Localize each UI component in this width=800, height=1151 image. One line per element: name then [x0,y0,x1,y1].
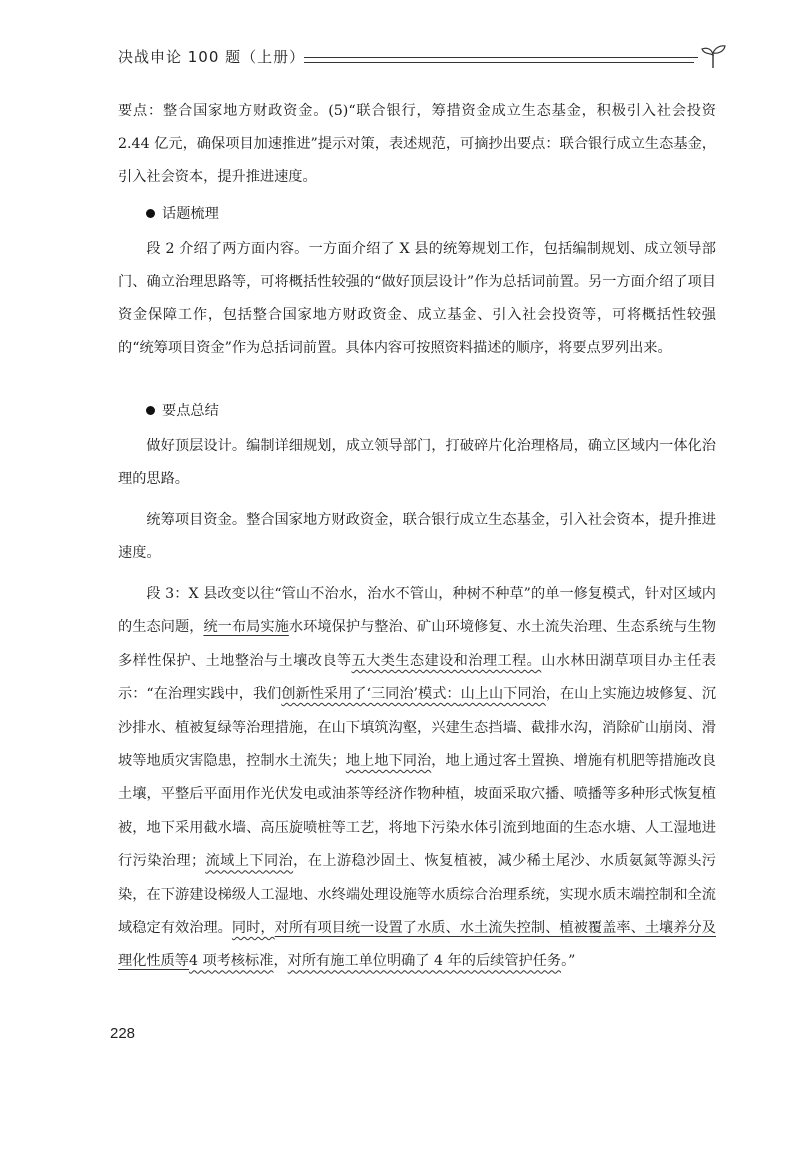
passage-text: 水环境保护与整治、矿山环境修复、水土流失治理、生态系统与生物多样性保护、土地整治与土壤改良等 [118,619,716,669]
passage-text: ，在山上实施边坡修复、沉沙排水、植被复绿等治理措施，在山下填筑沟壑，兴建生态挡墙、截排水沟，消除矿山崩岗、滑坡等地质灾害隐患，控制水土流失； [118,686,717,770]
page-number: 228 [110,1025,136,1042]
wavy-underlined-phrase: 同时， [231,920,275,937]
summary-paragraph-1: 做好顶层设计。编制详细规划，成立领导部门，打破碎片化治理格局，确立区域内一体化治理的思路。 [118,438,716,487]
wavy-underlined-phrase: 地上地下同治 [345,753,432,770]
wavy-underlined-phrase: 对所有施工单位明确了 4 年的后续管护任务 [287,953,562,970]
summary-heading-text: 要点总结 [162,403,219,419]
bullet-icon [146,406,155,415]
passage-text: ，在上游稳沙固土、恢复植被，减少稀土尾沙、水质氨氮等源头污染，在下游建设梯级人工湿地、水终端处理设施等水质综合治理系统，实现水质末端控制和全流域稳定有效治理。 [118,853,716,937]
header-rule-thin [304,62,694,63]
sprout-icon [698,40,728,70]
wavy-underlined-phrase: 4 项考核标准 [188,953,274,970]
passage-text: 山水林田湖草项目办主任表示：“在治理实践中，我们 [118,652,716,703]
summary-heading [146,395,219,428]
passage-text: 。” [561,953,576,970]
underlined-phrase: 对所有项目统一设置了水质、水土流失控制、植被覆盖率、土壤养分及理化性质等 [118,920,716,970]
passage-text: 段 3：X 县改变以往“管山不治水，治水不管山，种树不种草”的单一修复模式，针对区域内的生态问题， [118,586,716,636]
passage-text: ， [273,953,288,970]
passage-3-paragraph [118,578,716,979]
passage-text: ，地上通过客土置换、增施有机肥等措施改良土壤，平整后平面用作光伏发电或油茶等经济作物种植，坡面采取穴播、喷播等多种形式恢复植被，地下采用截水墙、高压旋喷桩等工艺，将地下污染水体引流到地面的生态水塘、人工湿地进行污染治理； [118,753,716,870]
wavy-underlined-phrase: 五大类生态建设和治理工程。 [351,652,542,669]
summary-paragraph-2: 统筹项目资金。整合国家地方财政资金，联合银行成立生态基金，引入社会资本，提升推进速度。 [118,512,716,561]
running-header [118,40,728,72]
topic-heading [146,198,219,231]
header-rule [304,57,698,58]
wavy-underlined-phrase: 山上山下同治 [460,686,546,703]
bullet-icon [146,209,155,218]
topic-paragraph: 段 2 介绍了两方面内容。一方面介绍了 X 县的统筹规划工作，包括编制规划、成立领导部门、确立治理思路等，可将概括性较强的“做好顶层设计”作为总括词前置。另一方面介绍了项目资金保障工作，包括整合国家地方财政资金、成立基金、引入社会投资等，可将概括性较强的“统筹项目资金”作为总括词前置。具体内容可按照资料描述的顺序，将要点罗列出来。 [118,241,716,356]
book-title: 决战申论 100 题（上册） [118,48,306,66]
wavy-underlined-phrase: 创新性采用了‘三同治’模式： [281,686,461,703]
intro-paragraph: 要点：整合国家地方财政资金。(5)“联合银行，筹措资金成立生态基金，积极引入社会投资 2.44 亿元，确保项目加速推进”提示对策，表述规范，可摘抄出要点：联合银行成立生态基金，引入社会资本，提升推进速度。 [118,103,716,185]
topic-heading-text: 话题梳理 [162,206,219,222]
underlined-phrase: 统一布局实施 [203,619,289,636]
wavy-underlined-phrase: 流域上下同治 [205,853,294,870]
